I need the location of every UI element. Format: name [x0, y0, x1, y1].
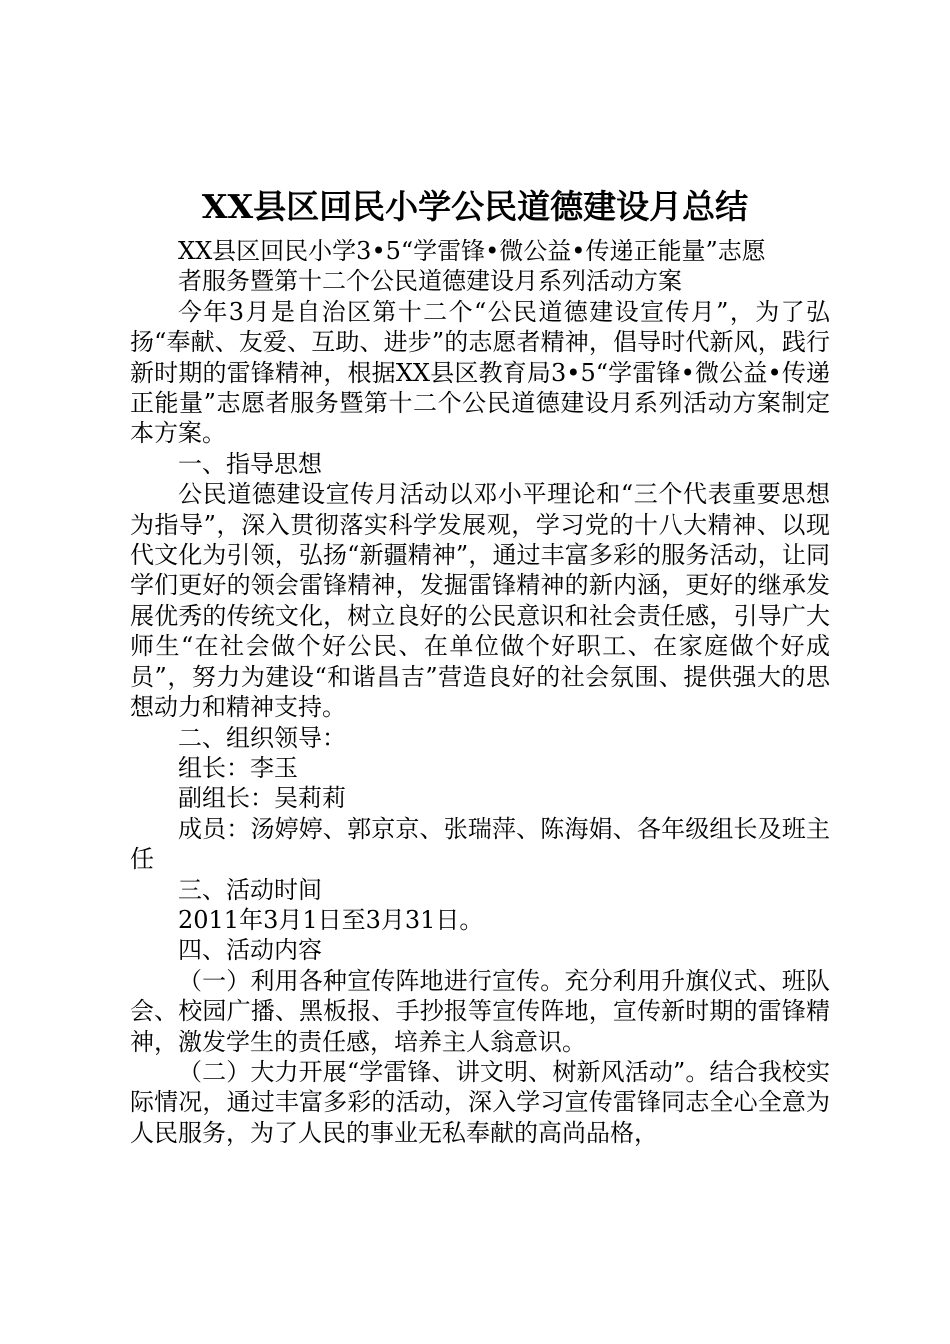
paragraph: 2011年3月1日至3月31日。 — [178, 905, 484, 934]
section-heading: 二、组织领导： — [178, 723, 346, 752]
paragraph: 今年3月是自治区第十二个“公民道德建设宣传月”，为了弘扬“奉献、友爱、互助、进步”的志愿者精神，倡导时代新风，践行新时期的雷锋精神，根据XX县区教育局3•5“学雷锋•微公益•传递正能量”志愿者服务暨第十二个公民道德建设月系列活动方案制定本方案。 — [130, 297, 830, 448]
section-heading: 一、指导思想 — [178, 449, 322, 478]
paragraph: 副组长：吴莉莉 — [178, 784, 346, 813]
document-title: XX县区回民小学公民道德建设月总结 — [201, 187, 749, 226]
paragraph: 成员：汤婷婷、郭京京、张瑞萍、陈海娟、各年级组长及班主任 — [130, 814, 830, 874]
paragraph: 公民道德建设宣传月活动以邓小平理论和“三个代表重要思想为指导”，深入贯彻落实科学发展观，学习党的十八大精神、以现代文化为引领，弘扬“新疆精神”，通过丰富多彩的服务活动，让同学们更好的领会雷锋精神，发掘雷锋精神的新内涵，更好的继承发展优秀的传统文化，树立良好的公民意识和社会责任感，引导广大师生“在社会做个好公民、在单位做个好职工、在家庭做个好成员”，努力为建设“和谐昌吉”营造良好的社会氛围、提供强大的思想动力和精神支持。 — [130, 480, 830, 722]
section-heading: 三、活动时间 — [178, 875, 322, 904]
section-heading: 四、活动内容 — [178, 936, 322, 965]
document-body — [130, 236, 830, 1148]
paragraph: 者服务暨第十二个公民道德建设月系列活动方案 — [178, 267, 682, 296]
paragraph: （一）利用各种宣传阵地进行宣传。充分利用升旗仪式、班队会、校园广播、黑板报、手抄报等宣传阵地，宣传新时期的雷锋精神，激发学生的责任感，培养主人翁意识。 — [130, 966, 830, 1056]
paragraph: 组长：李玉 — [178, 753, 298, 782]
paragraph: XX县区回民小学3•5“学雷锋•微公益•传递正能量”志愿 — [178, 237, 766, 265]
paragraph: （二）大力开展“学雷锋、讲文明、树新风活动”。结合我校实际情况，通过丰富多彩的活动，深入学习宣传雷锋同志全心全意为人民服务，为了人民的事业无私奉献的高尚品格， — [130, 1057, 830, 1147]
